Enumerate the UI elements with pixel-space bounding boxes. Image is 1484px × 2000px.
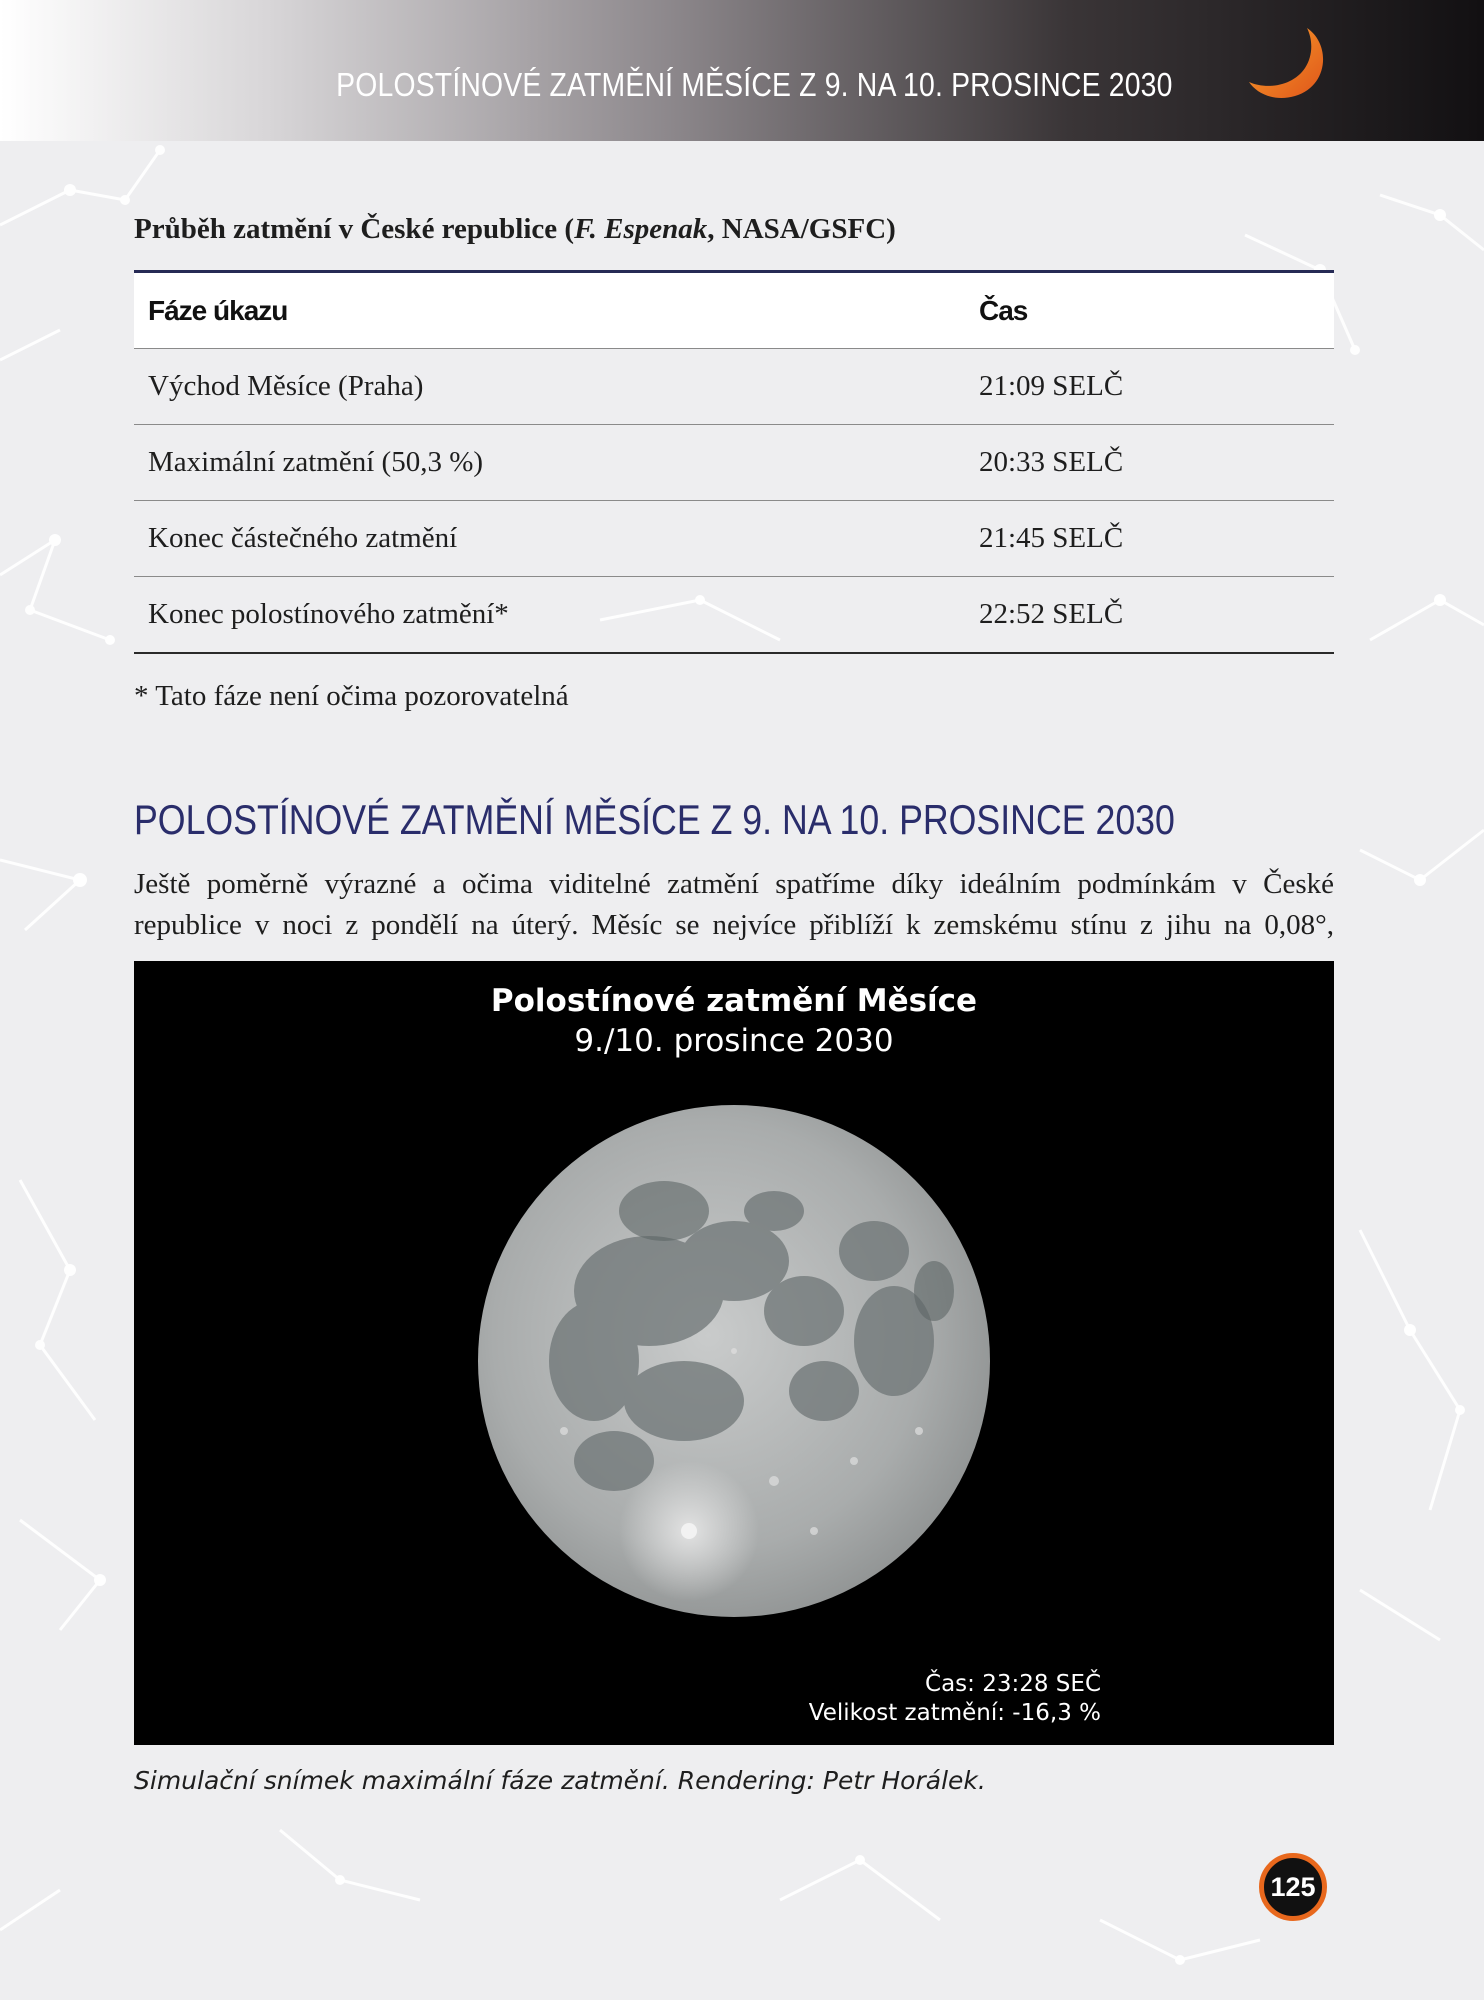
paragraph-line: Ještě poměrně výrazné a očima viditelné zatmění spatříme díky ideálním podmínkám v České [134, 868, 1334, 900]
page-number-badge: 125 [1259, 1853, 1327, 1921]
time-cell: 21:45 SELČ [979, 522, 1124, 554]
table-row [134, 349, 1334, 425]
crescent-moon-icon [1245, 24, 1335, 104]
figure-subtitle: 9./10. prosince 2030 [574, 1023, 894, 1059]
table-caption-label [134, 213, 896, 246]
paragraph-line: republice v noci z pondělí na úterý. Měsíc se nejvíce přiblíží k zemskému stínu z jihu na 0,08°, [134, 909, 1334, 941]
table-row [134, 577, 1334, 654]
phase-cell: Konec částečného zatmění [148, 522, 458, 554]
table-row [134, 501, 1334, 577]
column-header-time: Čas [979, 294, 1028, 326]
phase-cell: Maximální zatmění (50,3 %) [148, 446, 484, 478]
column-header-phase: Fáze úkazu [148, 294, 288, 326]
section-label-author: F. Espenak [574, 213, 708, 245]
time-cell: 22:52 SELČ [979, 598, 1124, 630]
full-moon-image [474, 1101, 994, 1621]
section-label-suffix: , NASA/GSFC) [707, 213, 896, 245]
figure-time-label: Čas: 23:28 SEČ [925, 1671, 1101, 1697]
header-title: POLOSTÍNOVÉ ZATMĚNÍ MĚSÍCE Z 9. NA 10. PROSINCE 2030 [336, 66, 1173, 103]
time-cell: 21:09 SELČ [979, 370, 1124, 402]
page-header-bar [0, 0, 1484, 141]
phase-cell: Konec polostínového zatmění* [148, 598, 509, 630]
section-heading: POLOSTÍNOVÉ ZATMĚNÍ MĚSÍCE Z 9. NA 10. PROSINCE 2030 [134, 796, 1175, 843]
eclipse-simulation-figure [134, 961, 1334, 1745]
eclipse-timeline-table [134, 270, 1334, 654]
phase-cell: Východ Měsíce (Praha) [148, 370, 424, 402]
table-row [134, 425, 1334, 501]
table-footnote: * Tato fáze není očima pozorovatelná [134, 680, 569, 712]
time-cell: 20:33 SELČ [979, 446, 1124, 478]
figure-title: Polostínové zatmění Měsíce [490, 983, 978, 1019]
table-header-row [134, 273, 1334, 349]
section-label-prefix: Průběh zatmění v České republice ( [134, 213, 575, 245]
figure-caption: Simulační snímek maximální fáze zatmění. Rendering: Petr Horálek. [134, 1766, 986, 1795]
body-paragraph [134, 864, 1334, 946]
figure-magnitude-label: Velikost zatmění: -16,3 % [808, 1700, 1101, 1726]
